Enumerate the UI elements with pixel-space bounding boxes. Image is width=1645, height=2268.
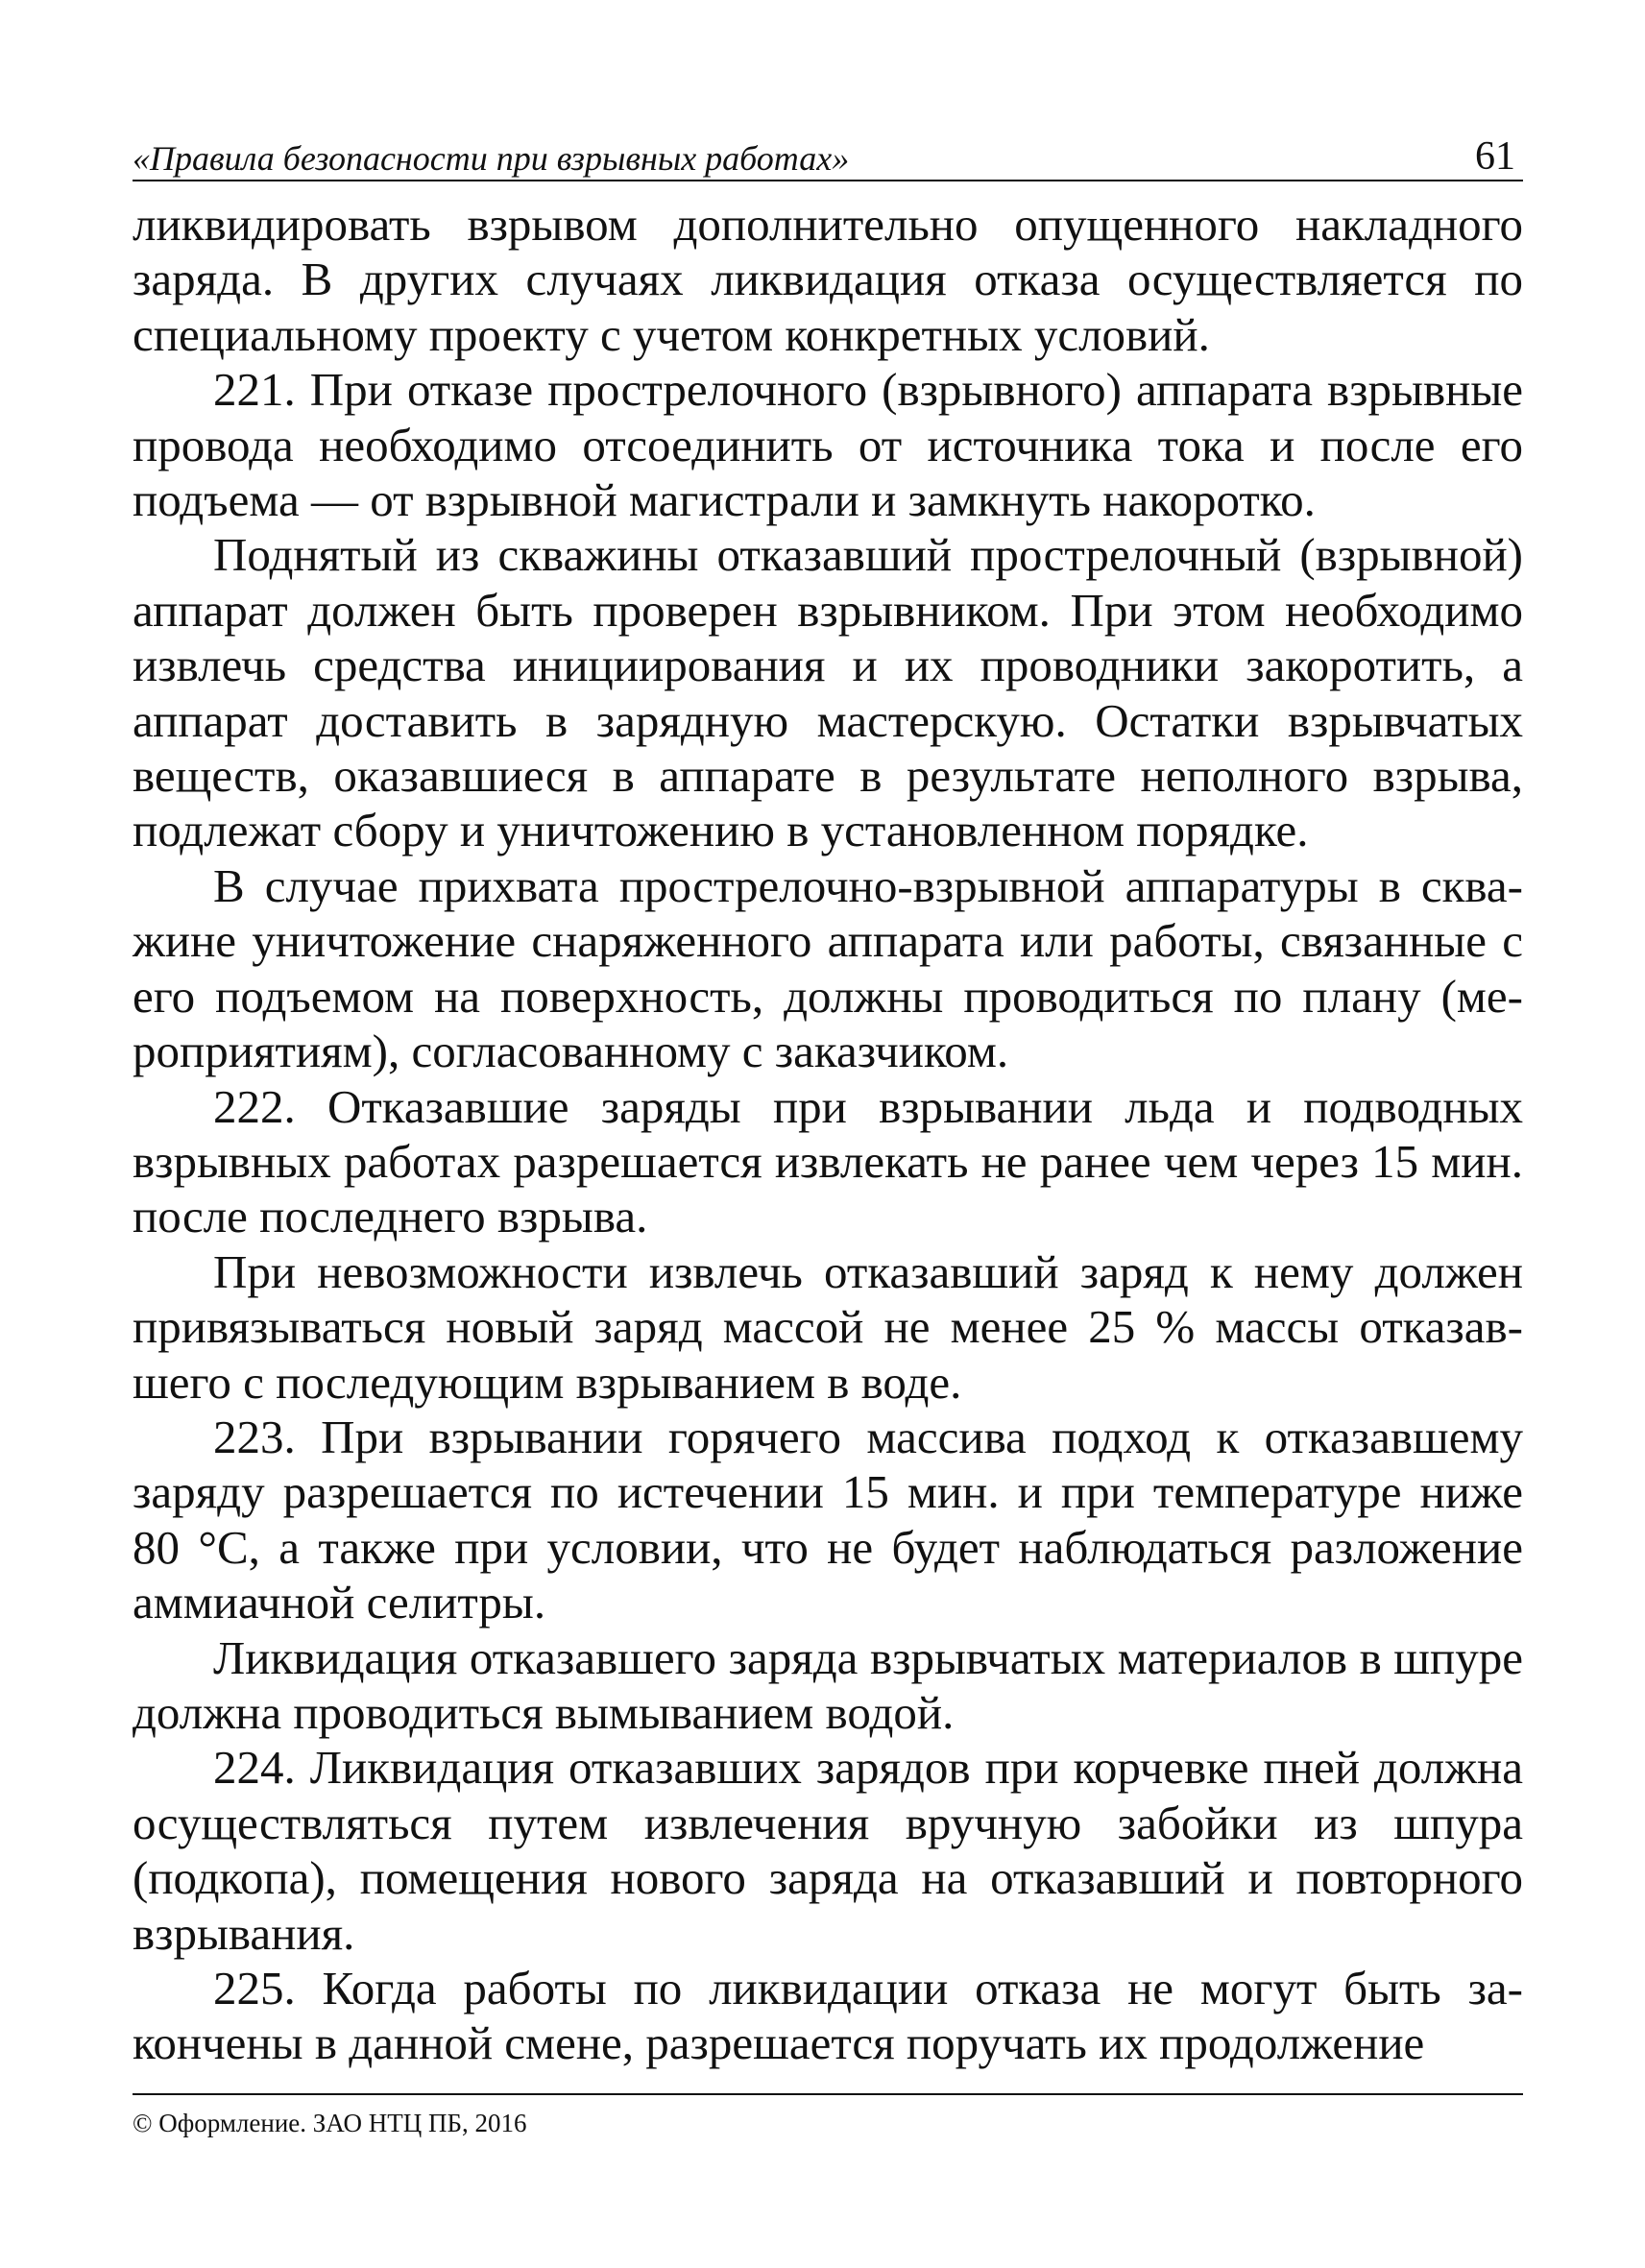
running-header: [133, 120, 1523, 181]
paragraph-221: 221. При отказе прострелочного (взрывного) аппарата взрывные провода необходимо отсоединить от источника тока и после его подъема — от взрывной магистрали и замкнуть накоротко.: [133, 363, 1523, 527]
paragraph-raised-apparatus: Поднятый из скважины отказавший прострелочный (взрывной) аппарат должен быть проверен взрывником. При этом необходимо извлечь средства инициирования и их проводники закоротить, а аппарат доставить в зарядную мастерскую. Остатки взрывчатых веществ, оказавшиеся в аппарате в результате неполного взрыва, подлежат сбору и уничтожению в установленном порядке.: [133, 528, 1523, 857]
footer-divider: [133, 2093, 1523, 2095]
footer-copyright: © Оформление. ЗАО НТЦ ПБ, 2016: [133, 2109, 527, 2137]
header-title: «Правила безопасности при взрывных работах»: [133, 139, 850, 178]
paragraph-223: 223. При взрывании горячего массива подход к отказавшему заряду разрешается по истечении 15 мин. и при температуре ниже 80 °С, а также при условии, что не будет наблюдаться разложение аммиачной селитры.: [133, 1410, 1523, 1629]
paragraph-224: 224. Ликвидация отказавших зарядов при корчевке пней должна осуществляться путем извлечения вручную забойки из шпура (подкопа), помещения нового заряда на отказавший и повторного взрывания.: [133, 1741, 1523, 1960]
page-number: 61: [1475, 134, 1515, 179]
paragraph-continuation: ликвидировать взрывом дополнительно опущенного накладного заряда. В других случаях ликвидация отказа осуществляется по специальному проекту с учетом конкретных условий.: [133, 198, 1523, 361]
document-page: [133, 0, 1523, 2268]
paragraph-new-charge: При невозможности извлечь отказавший заряд к нему должен привязываться новый заряд массой не менее 25 % массы отказавшего с последующим взрыванием в воде.: [133, 1244, 1523, 1409]
paragraph-apparatus-seizure: В случае прихвата прострелочно-взрывной аппаратуры в скважине уничтожение снаряженного аппарата или работы, связанные с его подъемом на поверхность, должны проводиться по плану (мероприятиям), согласованному с заказчиком.: [133, 858, 1523, 1078]
paragraph-222: 222. Отказавшие заряды при взрывании льда и подводных взрывных работах разрешается извлекать не ранее чем через 15 мин. после последнего взрыва.: [133, 1079, 1523, 1243]
body-text: [133, 197, 1523, 2071]
paragraph-225: 225. Когда работы по ликвидации отказа не могут быть закончены в данной смене, разрешается поручать их продолжение: [133, 1962, 1523, 2070]
paragraph-washout: Ликвидация отказавшего заряда взрывчатых материалов в шпуре должна проводиться вымыванием водой.: [133, 1630, 1523, 1739]
